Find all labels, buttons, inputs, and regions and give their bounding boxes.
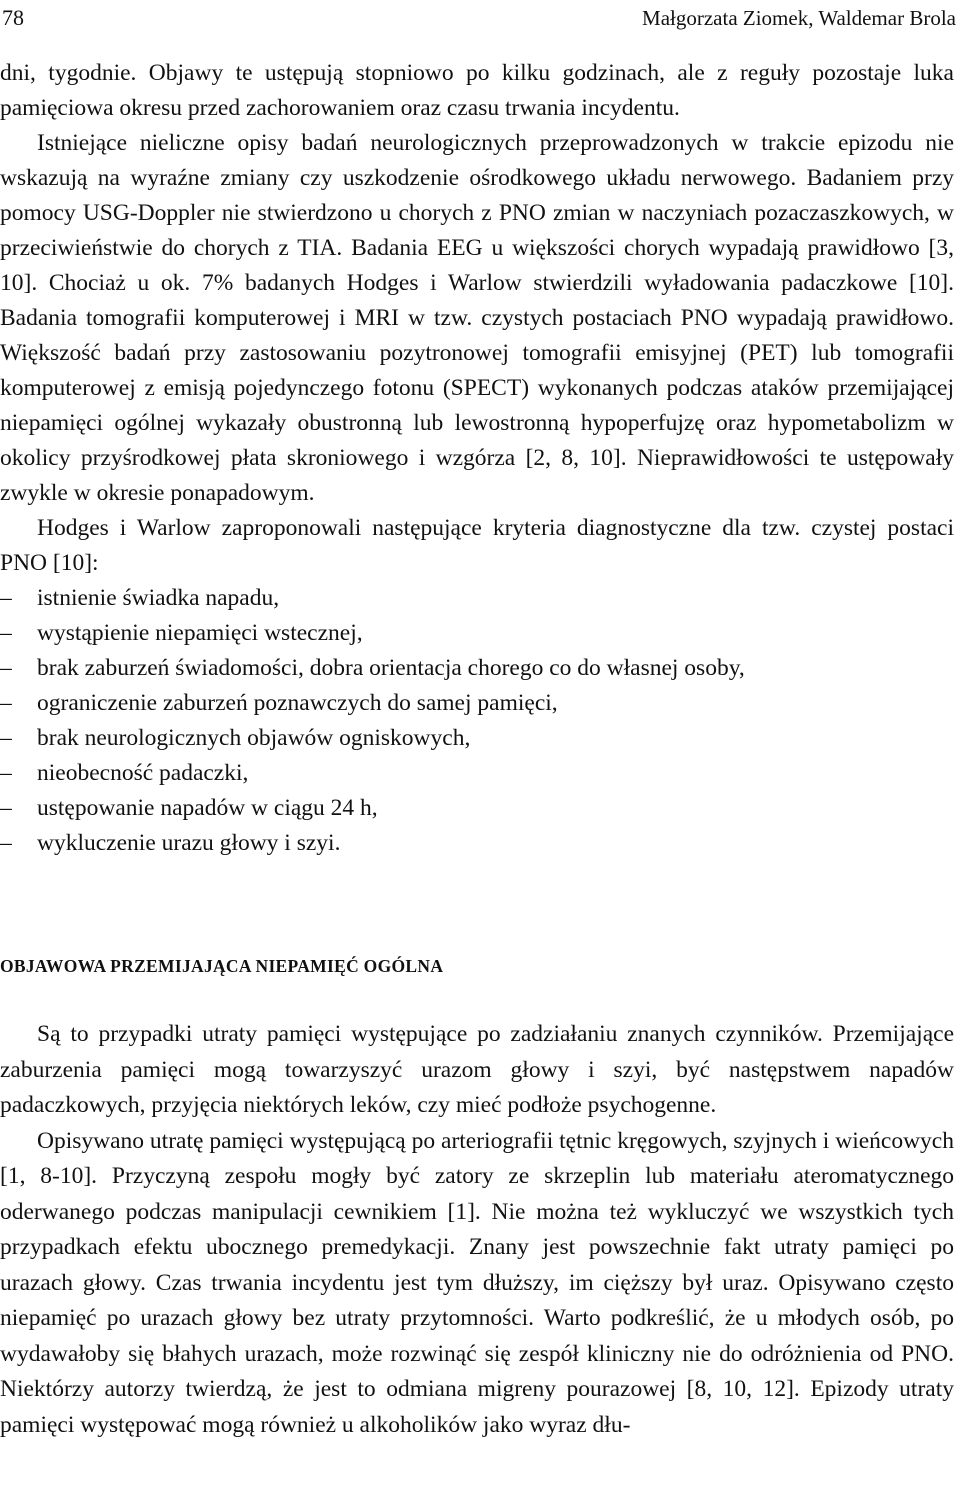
list-item: – ograniczenie zaburzeń poznawczych do samej pamięci, (0, 686, 954, 721)
page-number: 78 (2, 5, 24, 30)
section-1-body (0, 56, 954, 861)
list-item: – brak neurologicznych objawów ogniskowych, (0, 721, 954, 756)
section-heading: OBJAWOWA PRZEMIJAJĄCA NIEPAMIĘĆ OGÓLNA (0, 956, 444, 976)
list-item: – brak zaburzeń świadomości, dobra orientacja chorego co do własnej osoby, (0, 651, 954, 686)
section-2-body (0, 1017, 954, 1443)
list-item: – wystąpienie niepamięci wstecznej, (0, 616, 954, 651)
paragraph-arteriography: Opisywano utratę pamięci występującą po arteriografii tętnic kręgowych, szyjnych i wieńcowych [1, 8-10]. Przyczyną zespołu mogły być zatory ze skrzeplin lub materiału ateromatycznego oderwanego podczas manipulacji cewnikiem [1]. Nie można też wykluczyć we wszystkich tych przypadkach efektu ubocznego premedykacji. Znany jest powszechnie fakt utraty pamięci po urazach głowy. Czas trwania incydentu jest tym dłuższy, im cięższy był uraz. Opisywano często niepamięć po urazach głowy bez utraty przytomności. Warto podkreślić, że u młodych osób, po wydawałoby się błahych urazach, może rozwinąć się zespół kliniczny nie do odróżnienia od PNO. Niektórzy autorzy twierdzą, że jest to odmiana migreny pourazowej [8, 10, 12]. Epizody utraty pamięci występować mogą również u alkoholików jako wyraz dłu- (0, 1127, 954, 1438)
list-item: – wykluczenie urazu głowy i szyi. (0, 826, 954, 861)
paragraph-diagnostics: Istniejące nieliczne opisy badań neurologicznych przeprowadzonych w trakcie epizodu nie wskazują na wyraźne zmiany czy uszkodzenie ośrodkowego układu nerwowego. Badaniem przy pomocy USG-Doppler nie stwierdzono u chorych z PNO zmian w naczyniach pozaczaszkowych, w przeciwieństwie do chorych z TIA. Badania EEG u większości chorych wypadają prawidłowo [3, 10]. Chociaż u ok. 7% badanych Hodges i Warlow stwierdzili wyładowania padaczkowe [10]. Badania tomografii komputerowej i MRI w tzw. czystych postaciach PNO wypadają prawidłowo. Większość badań przy zastosowaniu pozytronowej tomografii emisyjnej (PET) lub tomografii komputerowej z emisją pojedynczego fotonu (SPECT) wykonanych podczas ataków przemijającej niepamięci ogólnej wykazały obustronną lub lewostronną hypoperfujzę oraz hypometabolizm w okolicy przyśrodkowej płata skroniowego i wzgórza [2, 8, 10]. Nieprawidłowości te ustępowały zwykle w okresie ponapadowym. (0, 130, 954, 506)
paragraph-symptomatic-intro: Są to przypadki utraty pamięci występujące po zadziałaniu znanych czynników. Przemijające zaburzenia pamięci mogą towarzyszyć urazom głowy i szyi, być następstwem napadów padaczkowych, przyjęcia niektórych leków, czy mieć podłoże psychogenne. (0, 1021, 954, 1118)
list-item: – nieobecność padaczki, (0, 756, 954, 791)
running-head-authors: Małgorzata Ziomek, Waldemar Brola (642, 6, 956, 30)
list-item: – istnienie świadka napadu, (0, 581, 954, 616)
criteria-list (0, 581, 954, 861)
paragraph-continuation: dni, tygodnie. Objawy te ustępują stopniowo po kilku godzinach, ale z reguły pozostaje luka pamięciowa okresu przed zachorowaniem oraz czasu trwania incydentu. (0, 60, 954, 121)
list-item: – ustępowanie napadów w ciągu 24 h, (0, 791, 954, 826)
paragraph-criteria-intro: Hodges i Warlow zaproponowali następujące kryteria diagnostyczne dla tzw. czystej postaci PNO [10]: (0, 515, 954, 576)
page-header (0, 4, 960, 32)
